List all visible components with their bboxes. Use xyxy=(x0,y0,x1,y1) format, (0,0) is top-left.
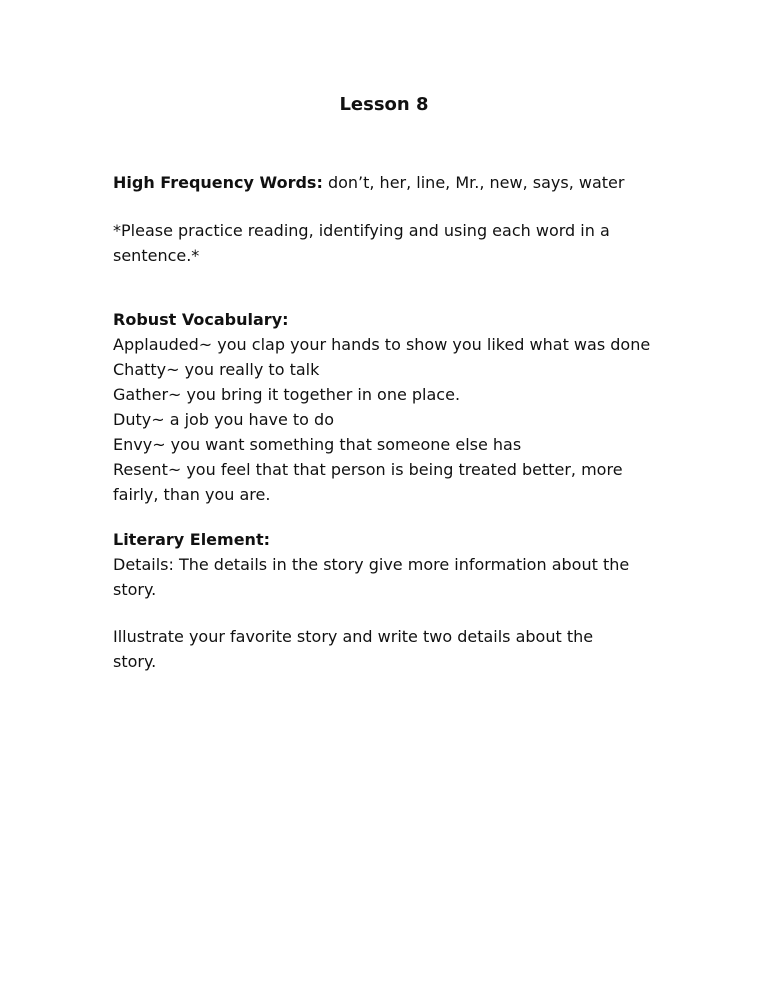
instruction-line: *Please practice reading, identifying and using each word in a xyxy=(113,221,610,240)
vocabulary-line: Duty~ a job you have to do xyxy=(113,410,334,429)
vocabulary-line: Gather~ you bring it together in one place. xyxy=(113,385,461,404)
vocabulary-line: Chatty~ you really to talk xyxy=(113,360,320,379)
vocabulary-line: Applauded~ you clap your hands to show you liked what was done xyxy=(113,335,651,354)
literary-element-line: story. xyxy=(113,580,157,599)
vocabulary-line: fairly, than you are. xyxy=(113,485,271,504)
literary-element-section xyxy=(113,527,673,602)
high-frequency-section xyxy=(113,170,673,195)
high-frequency-label: High Frequency Words: xyxy=(113,173,323,192)
activity-line: story. xyxy=(113,652,157,671)
robust-vocabulary-section xyxy=(113,307,673,507)
activity-line: Illustrate your favorite story and write two details about the xyxy=(113,627,594,646)
instruction-section xyxy=(113,218,673,268)
vocabulary-line: Envy~ you want something that someone else has xyxy=(113,435,522,454)
literary-element-heading: Literary Element: xyxy=(113,530,270,549)
high-frequency-words: don’t, her, line, Mr., new, says, water xyxy=(327,173,625,192)
vocabulary-line: Resent~ you feel that that person is being treated better, more xyxy=(113,460,623,479)
instruction-line: sentence.* xyxy=(113,246,200,265)
literary-element-line: Details: The details in the story give more information about the xyxy=(113,555,630,574)
robust-vocabulary-heading: Robust Vocabulary: xyxy=(113,310,289,329)
activity-section xyxy=(113,624,673,674)
page-title: Lesson 8 xyxy=(339,94,429,115)
